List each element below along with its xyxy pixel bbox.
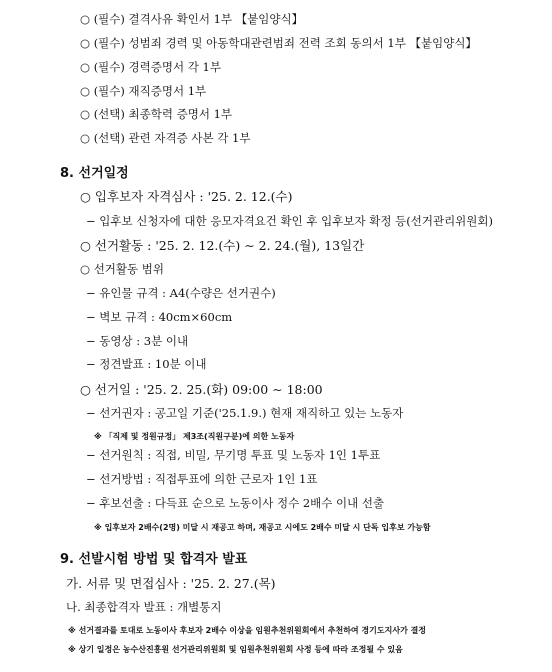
schedule-detail: − 선거권자 : 공고일 기준('25.1.9.) 현재 재직하고 있는 노동자 xyxy=(86,406,404,420)
footnote: ※ 「직제 및 정원규정」 제3조(직원구분)에 의한 노동자 xyxy=(94,432,295,441)
doc-item: ○ (필수) 경력증명서 각 1부 xyxy=(80,60,221,74)
scope-item: − 벽보 규격 : 40cm×60cm xyxy=(86,310,233,324)
doc-item: ○ (필수) 성범죄 경력 및 아동학대관련범죄 전력 조회 동의서 1부 【붙임양식】 xyxy=(80,36,477,50)
doc-item: ○ (필수) 결격사유 확인서 1부 【붙임양식】 xyxy=(80,12,304,26)
scope-item: − 유인물 규격 : A4(수량은 선거권수) xyxy=(86,286,276,300)
schedule-detail: − 후보선출 : 다득표 순으로 노동이사 정수 2배수 이내 선출 xyxy=(86,496,385,510)
schedule-item: ○ 선거일 : '25. 2. 25.(화) 09:00 ∼ 18:00 xyxy=(80,382,323,397)
selection-item: 가. 서류 및 면접심사 : '25. 2. 27.(목) xyxy=(66,576,276,591)
footnote: ※ 선거결과를 토대로 노동이사 후보자 2배수 이상을 임원추천위원회에서 추천하여 경기도지사가 결정 xyxy=(68,626,427,635)
footnote: ※ 입후보자 2배수(2명) 미달 시 재공고 하며, 재공고 시에도 2배수 미달 시 단독 입후보 가능함 xyxy=(94,523,431,532)
schedule-item: ○ 선거활동 : '25. 2. 12.(수) ∼ 2. 24.(월), 13일간 xyxy=(80,238,365,253)
schedule-detail: − 선거원칙 : 직접, 비밀, 무기명 투표 및 노동자 1인 1투표 xyxy=(86,448,381,462)
doc-item: ○ (선택) 관련 자격증 사본 각 1부 xyxy=(80,131,251,145)
section-heading: 8. 선거일정 xyxy=(60,166,129,181)
scope-item: − 동영상 : 3분 이내 xyxy=(86,334,189,348)
doc-item: ○ (필수) 재직증명서 1부 xyxy=(80,84,207,98)
footnote: ※ 상기 일정은 농수산진흥원 선거관리위원회 및 임원추천위원회 사정 등에 따라 조정될 수 있음 xyxy=(68,645,403,654)
schedule-detail: − 선거방법 : 직접투표에 의한 근로자 1인 1표 xyxy=(86,472,318,486)
schedule-detail: − 입후보 신청자에 대한 응모자격요건 확인 후 입후보자 확정 등(선거관리위원회) xyxy=(86,214,493,228)
scope-item: − 정견발표 : 10분 이내 xyxy=(86,357,207,371)
doc-item: ○ (선택) 최종학력 증명서 1부 xyxy=(80,107,233,121)
schedule-item: ○ 선거활동 범위 xyxy=(80,262,164,276)
selection-item: 나. 최종합격자 발표 : 개별통지 xyxy=(66,600,222,614)
schedule-item: ○ 입후보자 자격심사 : '25. 2. 12.(수) xyxy=(80,189,293,204)
section-heading: 9. 선발시험 방법 및 합격자 발표 xyxy=(60,552,248,567)
